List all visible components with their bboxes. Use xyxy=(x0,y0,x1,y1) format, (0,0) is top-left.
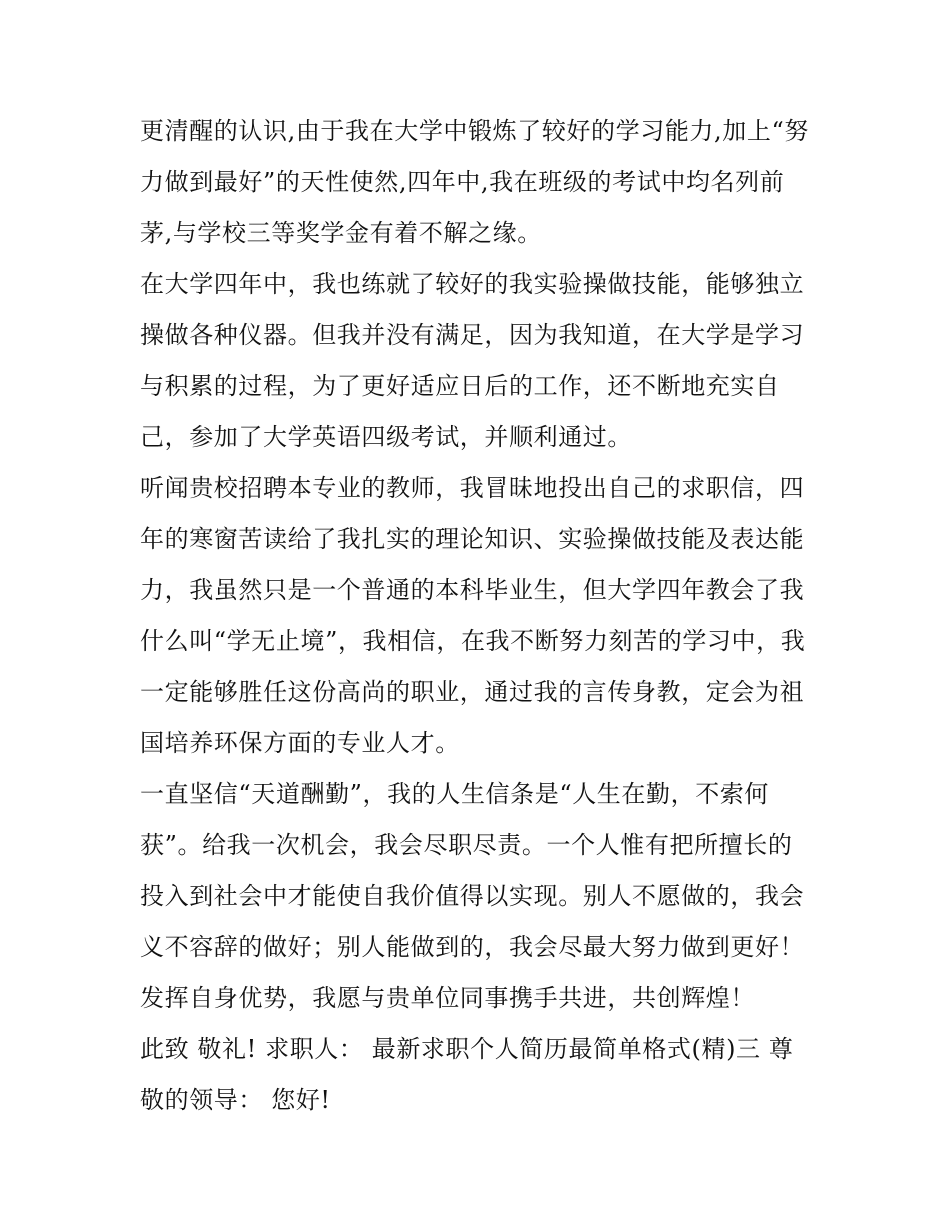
text-line: 发挥自身优势，我愿与贵单位同事携手共进，共创辉煌！ xyxy=(140,984,755,1012)
text-line: 投入到社会中才能使自我价值得以实现。别人不愿做的，我会 xyxy=(140,882,805,910)
text-line: 获”。给我一次机会，我会尽职尽责。一个人惟有把所擅长的 xyxy=(140,831,793,859)
text-line: 一定能够胜任这份高尚的职业，通过我的言传身教，定会为祖 xyxy=(140,678,805,706)
text-line: 什么叫“学无止境”，我相信，在我不断努力刻苦的学习中，我 xyxy=(140,627,806,655)
text-line: 年的寒窗苦读给了我扎实的理论知识、实验操做技能及表达能 xyxy=(140,525,805,553)
text-line: 敬的领导： 您好! xyxy=(140,1086,331,1114)
text-line: 茅,与学校三等奖学金有着不解之缘。 xyxy=(140,219,542,247)
text-line: 力，我虽然只是一个普通的本科毕业生，但大学四年教会了我 xyxy=(140,576,805,604)
text-line: 与积累的过程，为了更好适应日后的工作，还不断地充实自 xyxy=(140,372,780,400)
text-line: 听闻贵校招聘本专业的教师，我冒昧地投出自己的求职信，四 xyxy=(140,474,805,502)
text-line: 一直坚信“天道酬勤”，我的人生信条是“人生在勤，不索何 xyxy=(140,780,770,808)
text-line: 在大学四年中，我也练就了较好的我实验操做技能，能够独立 xyxy=(140,270,805,298)
document-body xyxy=(140,106,820,1126)
text-line: 力做到最好”的天性使然,四年中,我在班级的考试中均名列前 xyxy=(140,168,785,196)
text-line: 操做各种仪器。但我并没有满足，因为我知道，在大学是学习 xyxy=(140,321,805,349)
text-line: 义不容辞的做好；别人能做到的，我会尽最大努力做到更好！ xyxy=(140,933,805,961)
text-line: 此致 敬礼! 求职人： 最新求职个人简历最简单格式(精)三 尊 xyxy=(140,1035,794,1063)
text-line: 更清醒的认识,由于我在大学中锻炼了较好的学习能力,加上“努 xyxy=(140,117,809,145)
text-line: 国培养环保方面的专业人才。 xyxy=(140,729,460,757)
text-line: 己，参加了大学英语四级考试，并顺利通过。 xyxy=(140,423,632,451)
